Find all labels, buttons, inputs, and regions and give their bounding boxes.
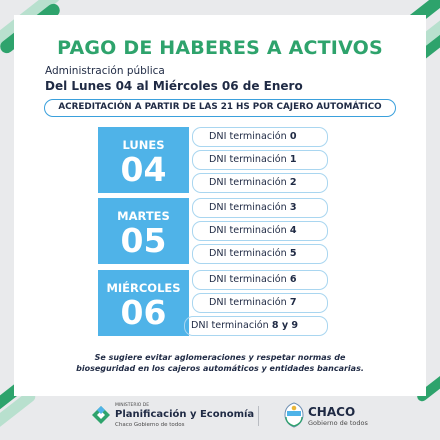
dni-digits: 0 (289, 131, 297, 142)
date-range: Del Lunes 04 al Miércoles 06 de Enero (45, 79, 303, 93)
subtitle: Administración pública (45, 65, 165, 77)
dni-row (192, 127, 328, 147)
footer-divider (258, 406, 259, 426)
dni-digits: 2 (289, 177, 297, 188)
day-block-lunes (98, 127, 328, 193)
dni-digits: 8 y 9 (271, 320, 299, 331)
dni-digits: 7 (289, 297, 297, 308)
dni-list (192, 270, 328, 339)
dni-row (192, 244, 328, 264)
day-name: LUNES (122, 138, 165, 152)
day-number: 04 (120, 150, 167, 189)
info-card (14, 15, 426, 396)
biosafety-note: Se sugiere evitar aglomeraciones y respetar normas de bioseguridad en los cajeros automáticos y entidades bancarias. (76, 353, 364, 373)
ministry-diamond-logo-icon (91, 405, 111, 425)
dni-digits: 3 (289, 202, 297, 213)
accreditation-banner: ACREDITACIÓN A PARTIR DE LAS 21 HS POR CAJERO AUTOMÁTICO (44, 99, 396, 117)
day-number: 05 (120, 221, 167, 260)
dni-row (192, 221, 328, 241)
dni-label: DNI terminación (209, 177, 287, 188)
dni-digits: 1 (289, 154, 297, 165)
day-name: MIÉRCOLES (106, 281, 181, 295)
dni-row (192, 293, 328, 313)
chaco-tagline: Gobierno de todos (308, 419, 368, 427)
dni-digits: 6 (289, 274, 297, 285)
dni-digits: 5 (289, 248, 297, 259)
dni-row (192, 198, 328, 218)
dni-row (192, 150, 328, 170)
day-badge (98, 270, 189, 336)
day-badge (98, 127, 189, 193)
day-block-martes (98, 198, 328, 264)
ministry-prefix: MINISTERIO DE (115, 403, 150, 408)
page-title: PAGO DE HABERES A ACTIVOS (57, 37, 383, 59)
dni-row (184, 316, 328, 336)
dni-list (192, 127, 328, 196)
chaco-seal-icon (283, 402, 305, 428)
dni-digits: 4 (289, 225, 297, 236)
dni-label: DNI terminación (209, 202, 287, 213)
day-block-miercoles (98, 270, 328, 336)
dni-row (192, 270, 328, 290)
dni-label: DNI terminación (191, 320, 269, 331)
dni-list (192, 198, 328, 267)
dni-label: DNI terminación (209, 131, 287, 142)
ministry-name: Planificación y Economía (115, 409, 255, 420)
day-name: MARTES (117, 209, 170, 223)
day-badge (98, 198, 189, 264)
ministry-tagline: Chaco Gobierno de todos (115, 422, 185, 428)
dni-label: DNI terminación (209, 154, 287, 165)
dni-label: DNI terminación (209, 297, 287, 308)
dni-label: DNI terminación (209, 248, 287, 259)
day-number: 06 (120, 293, 167, 332)
dni-label: DNI terminación (209, 274, 287, 285)
dni-label: DNI terminación (209, 225, 287, 236)
chaco-name: CHACO (308, 405, 356, 419)
dni-row (192, 173, 328, 193)
